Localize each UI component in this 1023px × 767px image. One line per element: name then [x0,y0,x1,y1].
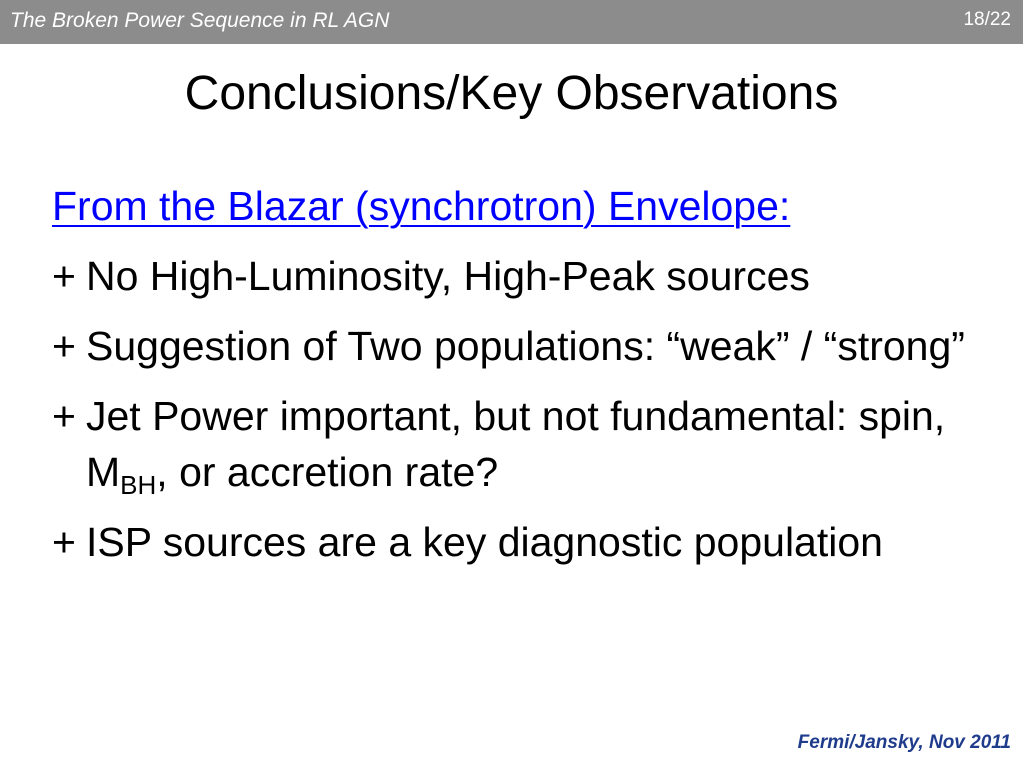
bullet-item-1 [52,248,992,304]
header-bar [0,0,1023,44]
bullet-text: Jet Power important, but not fundamental: spin, M [86,393,946,495]
bullet-text: ISP sources are a key diagnostic population [86,519,883,565]
page-number: 18/22 [963,9,1011,30]
bullet-marker: + [52,393,76,439]
bullet-text: Suggestion of Two populations: “weak” / “strong” [86,323,965,369]
bullet-marker: + [52,519,76,565]
bullet-marker: + [52,323,76,369]
slide-content [52,178,992,584]
slide-title: Conclusions/Key Observations [184,67,839,120]
bullet-text-continued: , or accretion rate? [156,449,499,495]
bullet-item-3 [52,388,992,500]
presentation-title: The Broken Power Sequence in RL AGN [10,9,390,32]
bullet-item-2 [52,318,992,374]
footer-credit: Fermi/Jansky, Nov 2011 [797,732,1011,753]
bullet-marker: + [52,253,76,299]
bullet-item-4 [52,514,992,570]
subscript-bh: BH [120,470,157,500]
bullet-text: No High-Luminosity, High-Peak sources [86,253,810,299]
section-heading-link[interactable]: From the Blazar (synchrotron) Envelope: [52,183,791,229]
